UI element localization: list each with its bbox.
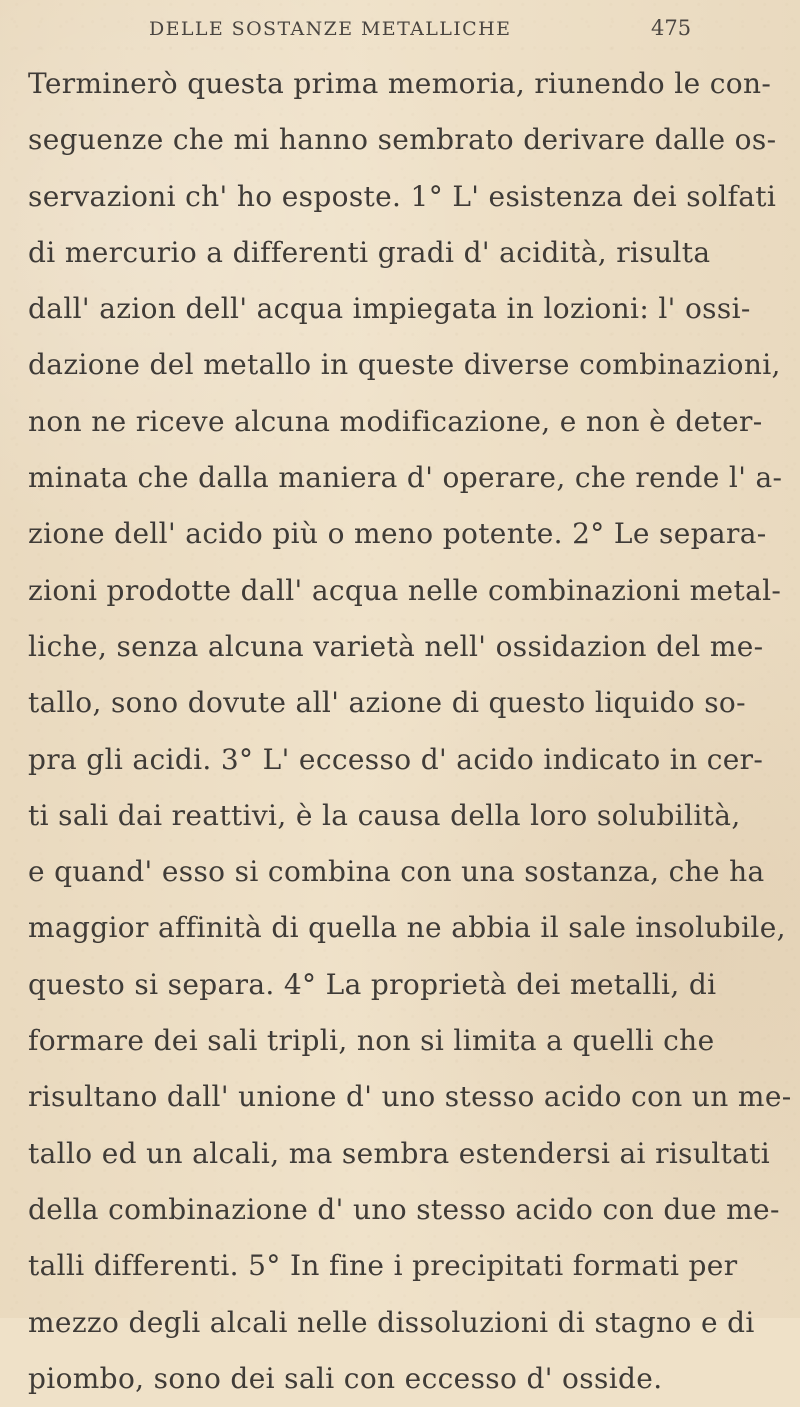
text-line: minata che dalla maniera d' operare, che rende l' a-: [28, 461, 783, 495]
text-line: zione dell' acido più o meno potente. 2° Le separa-: [28, 517, 767, 551]
text-line: e quand' esso si combina con una sostanza, che ha: [28, 855, 765, 889]
text-line: zioni prodotte dall' acqua nelle combinazioni metal-: [28, 573, 782, 607]
body-text: [28, 56, 792, 1407]
running-head: DELLE SOSTANZE METALLICHE: [149, 18, 512, 40]
text-line: tallo ed un alcali, ma sembra estendersi ai risultati: [28, 1136, 771, 1170]
text-line: tallo, sono dovute all' azione di questo liquido so-: [28, 686, 746, 720]
text-line: talli differenti. 5° In fine i precipitati formati per: [28, 1249, 738, 1283]
text-line: maggior affinità di quella ne abbia il sale insolubile,: [28, 911, 786, 945]
text-line: liche, senza alcuna varietà nell' ossidazion del me-: [28, 629, 764, 663]
page-header: [0, 18, 800, 46]
text-line: seguenze che mi hanno sembrato derivare dalle os-: [28, 123, 777, 157]
text-line: piombo, sono dei sali con eccesso d' osside.: [28, 1361, 663, 1395]
text-line: pra gli acidi. 3° L' eccesso d' acido indicato in cer-: [28, 742, 764, 776]
text-line: di mercurio a differenti gradi d' acidità, risulta: [28, 235, 711, 269]
text-line: risultano dall' unione d' uno stesso acido con un me-: [28, 1080, 792, 1114]
text-line: dazione del metallo in queste diverse combinazioni,: [28, 348, 781, 382]
text-line: mezzo degli alcali nelle dissoluzioni di stagno e di: [28, 1305, 755, 1339]
text-line: non ne riceve alcuna modificazione, e non è deter-: [28, 404, 763, 438]
text-line: dall' azion dell' acqua impiegata in lozioni: l' ossi-: [28, 292, 751, 326]
text-line: questo si separa. 4° La proprietà dei metalli, di: [28, 967, 717, 1001]
page-number: 475: [651, 16, 692, 40]
text-line: formare dei sali tripli, non si limita a quelli che: [28, 1024, 715, 1058]
text-line: ti sali dai reattivi, è la causa della loro solubilità,: [28, 798, 741, 832]
text-line: della combinazione d' uno stesso acido con due me-: [28, 1192, 780, 1226]
text-line: servazioni ch' ho esposte. 1° L' esistenza dei solfati: [28, 179, 777, 213]
text-line: Terminerò questa prima memoria, riunendo le con-: [28, 67, 772, 100]
